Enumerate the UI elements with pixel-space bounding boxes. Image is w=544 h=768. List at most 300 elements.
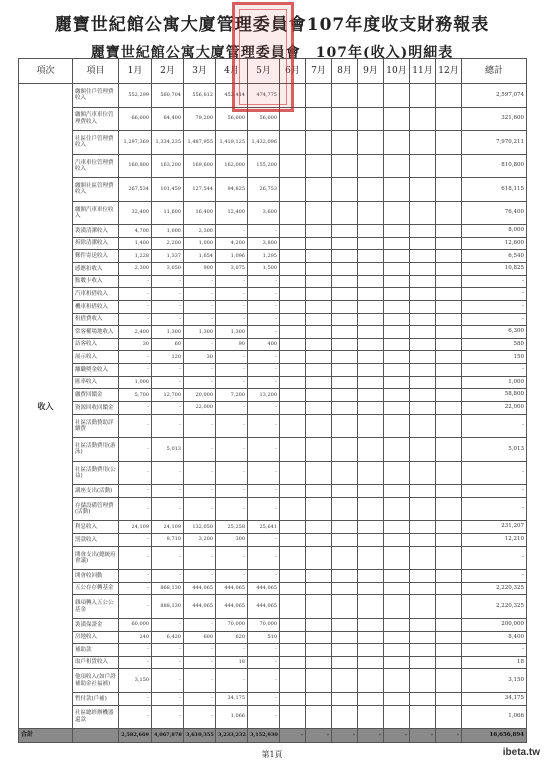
document-subtitle: 麗寶世紀館公寓大廈管理委員會 107年(收入)明細表 [90, 45, 454, 61]
month-value-cell [358, 389, 384, 402]
sum-value-cell: 3,610,355 [184, 729, 216, 743]
item-name-cell: 社區住戶管理費收入 [73, 131, 119, 155]
month-value-cell: - [119, 656, 152, 669]
month-value-cell [332, 692, 358, 705]
month-value-cell [280, 351, 306, 364]
month-value-cell [436, 414, 462, 438]
month-value-cell [332, 618, 358, 631]
item-name-cell: 點數卡收入 [73, 275, 119, 288]
official-seal-inner [239, 9, 287, 105]
table-row [19, 692, 527, 705]
month-value-cell [384, 521, 410, 534]
month-value-cell [384, 533, 410, 546]
month-value-cell: 444,065 [216, 582, 248, 595]
month-value-cell: - [216, 300, 248, 313]
month-value-cell [306, 485, 332, 498]
category-cell: 收入 [19, 84, 73, 729]
month-value-cell [306, 401, 332, 414]
month-value-cell [384, 595, 410, 619]
month-value-cell [358, 364, 384, 377]
month-value-cell: - [152, 300, 184, 313]
month-value-cell: 3,075 [216, 263, 248, 276]
month-value-cell [410, 364, 436, 377]
month-value-cell [280, 438, 306, 462]
month-value-cell [384, 582, 410, 595]
row-total-cell: 5,013 [462, 438, 527, 462]
month-value-cell [306, 582, 332, 595]
column-header: 總計 [462, 59, 527, 84]
sum-value-cell: - [410, 729, 436, 743]
month-value-cell [410, 631, 436, 644]
month-value-cell: 70,000 [248, 618, 280, 631]
month-value-cell [332, 376, 358, 389]
item-name-cell: 存儲設備管理費(活動) [73, 497, 119, 521]
item-name-cell: 展示收入 [73, 351, 119, 364]
column-header: 8月 [332, 59, 358, 84]
row-total-cell: - [462, 546, 527, 570]
month-value-cell: 1,228 [119, 250, 152, 263]
month-value-cell: - [184, 644, 216, 657]
month-value-cell: 1,000 [119, 376, 152, 389]
row-total-cell: - [462, 313, 527, 326]
row-total-cell: 8,000 [462, 225, 527, 238]
month-value-cell: - [119, 595, 152, 619]
month-value-cell: - [248, 570, 280, 583]
month-value-cell: - [248, 275, 280, 288]
month-value-cell [410, 618, 436, 631]
month-value-cell [332, 669, 358, 693]
item-name-cell: 租借費收入 [73, 313, 119, 326]
month-value-cell: - [216, 461, 248, 485]
row-total-cell: 2,220,325 [462, 595, 527, 619]
month-value-cell: - [119, 644, 152, 657]
sum-value-cell: 4,067,878 [152, 729, 184, 743]
row-total-cell: - [462, 300, 527, 313]
month-value-cell [306, 631, 332, 644]
month-value-cell [358, 154, 384, 178]
month-value-cell: - [119, 533, 152, 546]
month-value-cell: - [152, 546, 184, 570]
month-value-cell [384, 414, 410, 438]
month-value-cell [384, 618, 410, 631]
column-header: 項次 [19, 59, 73, 84]
month-value-cell: 5,013 [152, 438, 184, 462]
month-value-cell [280, 154, 306, 178]
month-value-cell: - [184, 692, 216, 705]
month-value-cell [280, 669, 306, 693]
month-value-cell: - [184, 313, 216, 326]
month-value-cell: 240 [119, 631, 152, 644]
row-total-cell: 8,400 [462, 631, 527, 644]
month-value-cell [306, 389, 332, 402]
month-value-cell [280, 644, 306, 657]
month-value-cell [332, 521, 358, 534]
month-value-cell [410, 288, 436, 301]
month-value-cell: - [152, 313, 184, 326]
row-total-cell: 12,600 [462, 237, 527, 250]
month-value-cell: - [216, 414, 248, 438]
month-value-cell [332, 300, 358, 313]
month-value-cell: 24,109 [119, 521, 152, 534]
item-name-cell: 社區活動費用(游泳) [73, 438, 119, 462]
month-value-cell [410, 351, 436, 364]
month-value-cell [332, 656, 358, 669]
item-name-cell: 繳額汽車車位管理費收入 [73, 107, 119, 131]
month-value-cell [306, 521, 332, 534]
month-value-cell [306, 237, 332, 250]
month-value-cell [280, 656, 306, 669]
month-value-cell: - [216, 497, 248, 521]
document-title: 麗寶世紀館公寓大廈管理委員會107年度收支財務報表 [54, 15, 490, 35]
month-value-cell [332, 438, 358, 462]
month-value-cell [358, 669, 384, 693]
month-value-cell: 16,400 [184, 201, 216, 225]
month-value-cell: 34,175 [216, 692, 248, 705]
table-row [19, 225, 527, 238]
month-value-cell: 132,050 [184, 521, 216, 534]
month-value-cell: - [248, 288, 280, 301]
row-total-cell: 7,970,211 [462, 131, 527, 155]
month-value-cell [410, 485, 436, 498]
item-name-cell: 開會收回動 [73, 570, 119, 583]
month-value-cell [384, 631, 410, 644]
month-value-cell [410, 154, 436, 178]
month-value-cell [436, 300, 462, 313]
month-value-cell [280, 595, 306, 619]
column-header: 6月 [280, 59, 306, 84]
month-value-cell [436, 376, 462, 389]
month-value-cell [436, 225, 462, 238]
table-row [19, 313, 527, 326]
table-row [19, 237, 527, 250]
month-value-cell [280, 131, 306, 155]
month-value-cell [280, 376, 306, 389]
month-value-cell [306, 201, 332, 225]
month-value-cell [280, 705, 306, 729]
row-total-cell: - [462, 644, 527, 657]
row-total-cell: 2,597,074 [462, 84, 527, 108]
month-value-cell [410, 338, 436, 351]
month-value-cell [280, 389, 306, 402]
month-value-cell [436, 154, 462, 178]
table-row [19, 275, 527, 288]
month-value-cell [280, 178, 306, 202]
month-value-cell: 1,066 [216, 705, 248, 729]
month-value-cell [358, 705, 384, 729]
month-value-cell: 3,600 [248, 201, 280, 225]
month-value-cell: 12,400 [216, 201, 248, 225]
month-value-cell [280, 631, 306, 644]
month-value-cell [384, 570, 410, 583]
month-value-cell [410, 250, 436, 263]
month-value-cell [358, 656, 384, 669]
column-header: 1月 [119, 59, 152, 84]
month-value-cell [306, 154, 332, 178]
month-value-cell: 400 [248, 338, 280, 351]
row-total-cell: 810,800 [462, 154, 527, 178]
month-value-cell [358, 300, 384, 313]
month-value-cell: 600 [184, 631, 216, 644]
month-value-cell [332, 546, 358, 570]
month-value-cell: - [152, 497, 184, 521]
month-value-cell [306, 461, 332, 485]
month-value-cell: - [184, 669, 216, 693]
sum-value-cell: - [358, 729, 384, 743]
month-value-cell: - [216, 546, 248, 570]
month-value-cell [358, 225, 384, 238]
row-total-cell: 618,115 [462, 178, 527, 202]
sum-value-cell: 3,152,930 [248, 729, 280, 743]
month-value-cell [436, 288, 462, 301]
item-name-cell: 離職獎金收入 [73, 364, 119, 377]
month-value-cell: - [184, 485, 216, 498]
month-value-cell [306, 178, 332, 202]
month-value-cell: 5,700 [119, 389, 152, 402]
month-value-cell [280, 326, 306, 339]
month-value-cell: 94,825 [216, 178, 248, 202]
month-value-cell [332, 275, 358, 288]
row-total-cell: - [462, 570, 527, 583]
month-value-cell: 1,295 [248, 250, 280, 263]
month-value-cell: 8,710 [152, 533, 184, 546]
month-value-cell: - [184, 497, 216, 521]
month-value-cell [306, 338, 332, 351]
month-value-cell: 3,150 [119, 669, 152, 693]
month-value-cell [358, 533, 384, 546]
month-value-cell: 32,400 [119, 201, 152, 225]
row-total-cell: 1,066 [462, 705, 527, 729]
month-value-cell [410, 533, 436, 546]
month-value-cell: 1,337 [152, 250, 184, 263]
month-value-cell: - [119, 461, 152, 485]
month-value-cell [384, 692, 410, 705]
month-value-cell: 888,130 [152, 595, 184, 619]
item-name-cell: 郵件寄送收入 [73, 250, 119, 263]
month-value-cell [332, 201, 358, 225]
item-name-cell: 社區活動贊助詳續費 [73, 414, 119, 438]
month-value-cell: - [152, 401, 184, 414]
month-value-cell: - [248, 414, 280, 438]
month-value-cell [306, 438, 332, 462]
month-value-cell [358, 582, 384, 595]
month-value-cell [332, 351, 358, 364]
month-value-cell: - [184, 656, 216, 669]
table-row [19, 376, 527, 389]
month-value-cell: 474,775 [248, 84, 280, 108]
month-value-cell: 1,654 [184, 250, 216, 263]
month-value-cell: 2,300 [184, 225, 216, 238]
row-total-cell: - [462, 497, 527, 521]
row-total-cell: 580 [462, 338, 527, 351]
month-value-cell [280, 288, 306, 301]
month-value-cell [358, 618, 384, 631]
month-value-cell [280, 582, 306, 595]
month-value-cell: - [184, 338, 216, 351]
month-value-cell: 444,065 [248, 582, 280, 595]
month-value-cell [384, 131, 410, 155]
month-value-cell [280, 401, 306, 414]
row-total-cell: - [462, 364, 527, 377]
month-value-cell [306, 300, 332, 313]
month-value-cell: - [216, 669, 248, 693]
table-row [19, 178, 527, 202]
month-value-cell [280, 338, 306, 351]
month-value-cell [410, 84, 436, 108]
month-value-cell [306, 288, 332, 301]
month-value-cell [358, 376, 384, 389]
month-value-cell [436, 338, 462, 351]
month-value-cell [384, 364, 410, 377]
month-value-cell: 267,534 [119, 178, 152, 202]
item-name-cell: 汽車租借收入 [73, 288, 119, 301]
month-value-cell: - [152, 376, 184, 389]
item-name-cell: 社區總經辦機器還款 [73, 705, 119, 729]
row-total-cell: - [462, 461, 527, 485]
month-value-cell [306, 351, 332, 364]
month-value-cell: 30 [119, 338, 152, 351]
month-value-cell [306, 107, 332, 131]
month-value-cell [358, 131, 384, 155]
month-value-cell [358, 692, 384, 705]
sum-row [19, 729, 527, 743]
month-value-cell [280, 313, 306, 326]
month-value-cell: 2,300 [119, 263, 152, 276]
item-name-cell: 他項收入(如戶證補助金社福補) [73, 669, 119, 693]
month-value-cell: - [119, 570, 152, 583]
month-value-cell [358, 107, 384, 131]
month-value-cell [410, 669, 436, 693]
item-name-cell: 裝潢清潔收入 [73, 225, 119, 238]
row-total-cell: 3,150 [462, 669, 527, 693]
month-value-cell: 160,800 [119, 154, 152, 178]
month-value-cell [358, 631, 384, 644]
month-value-cell [358, 401, 384, 414]
month-value-cell [436, 178, 462, 202]
item-name-cell: 繳額汽車車位收入 [73, 201, 119, 225]
month-value-cell: - [119, 582, 152, 595]
month-value-cell: 26,753 [248, 178, 280, 202]
month-value-cell: 127,544 [184, 178, 216, 202]
month-value-cell [384, 485, 410, 498]
item-name-cell: 匯率收入 [73, 376, 119, 389]
month-value-cell: - [119, 351, 152, 364]
month-value-cell: - [152, 414, 184, 438]
month-value-cell: - [248, 225, 280, 238]
month-value-cell: - [152, 364, 184, 377]
table-row [19, 250, 527, 263]
month-value-cell [384, 326, 410, 339]
month-value-cell: 300 [216, 533, 248, 546]
month-value-cell: 101,459 [152, 178, 184, 202]
month-value-cell: - [152, 485, 184, 498]
month-value-cell: - [184, 376, 216, 389]
month-value-cell: 452,414 [216, 84, 248, 108]
month-value-cell [332, 631, 358, 644]
month-value-cell [436, 570, 462, 583]
month-value-cell: 868,130 [152, 582, 184, 595]
month-value-cell [306, 533, 332, 546]
month-value-cell [306, 250, 332, 263]
item-name-cell: 暫付款(戶補) [73, 692, 119, 705]
month-value-cell: - [184, 275, 216, 288]
month-value-cell [332, 533, 358, 546]
month-value-cell [358, 288, 384, 301]
month-value-cell: - [184, 364, 216, 377]
month-value-cell [280, 533, 306, 546]
month-value-cell: 56,000 [248, 107, 280, 131]
month-value-cell: - [119, 497, 152, 521]
month-value-cell: - [152, 570, 184, 583]
month-value-cell: - [216, 485, 248, 498]
month-value-cell [358, 263, 384, 276]
row-total-cell: 76,400 [462, 201, 527, 225]
month-value-cell: 169,600 [184, 154, 216, 178]
month-value-cell: - [216, 225, 248, 238]
row-total-cell: 12,210 [462, 533, 527, 546]
month-value-cell: - [152, 705, 184, 729]
month-value-cell [384, 250, 410, 263]
month-value-cell [332, 461, 358, 485]
month-value-cell: - [152, 656, 184, 669]
month-value-cell [436, 595, 462, 619]
month-value-cell [358, 521, 384, 534]
month-value-cell: 12,700 [152, 389, 184, 402]
month-value-cell [410, 107, 436, 131]
column-header: 5月 [248, 59, 280, 84]
month-value-cell [436, 461, 462, 485]
month-value-cell: - [248, 705, 280, 729]
month-value-cell [280, 485, 306, 498]
month-value-cell [384, 656, 410, 669]
month-value-cell: - [152, 669, 184, 693]
month-value-cell [410, 263, 436, 276]
month-value-cell: 1,419,125 [216, 131, 248, 155]
table-row [19, 263, 527, 276]
month-value-cell [410, 644, 436, 657]
month-value-cell [436, 546, 462, 570]
month-value-cell: 2,200 [152, 237, 184, 250]
month-value-cell [332, 237, 358, 250]
month-value-cell: - [248, 300, 280, 313]
month-value-cell: - [248, 438, 280, 462]
month-value-cell [358, 313, 384, 326]
month-value-cell [410, 389, 436, 402]
month-value-cell [410, 131, 436, 155]
item-name-cell: 補助款 [73, 644, 119, 657]
month-value-cell [384, 201, 410, 225]
month-value-cell [436, 326, 462, 339]
month-value-cell: - [248, 401, 280, 414]
month-value-cell [436, 618, 462, 631]
month-value-cell [410, 225, 436, 238]
item-name-cell: 感應扣收入 [73, 263, 119, 276]
month-value-cell: 7,200 [216, 389, 248, 402]
month-value-cell [280, 300, 306, 313]
month-value-cell [332, 313, 358, 326]
table-row [19, 656, 527, 669]
month-value-cell: 66,000 [119, 107, 152, 131]
month-value-cell [436, 644, 462, 657]
month-value-cell: 11,600 [152, 201, 184, 225]
month-value-cell: - [119, 546, 152, 570]
month-value-cell: - [184, 570, 216, 583]
month-value-cell [436, 313, 462, 326]
month-value-cell [384, 497, 410, 521]
month-value-cell [332, 570, 358, 583]
item-name-cell: 罰款收入 [73, 533, 119, 546]
month-value-cell [358, 485, 384, 498]
item-name-cell: 繳額住戶管理費收入 [73, 84, 119, 108]
